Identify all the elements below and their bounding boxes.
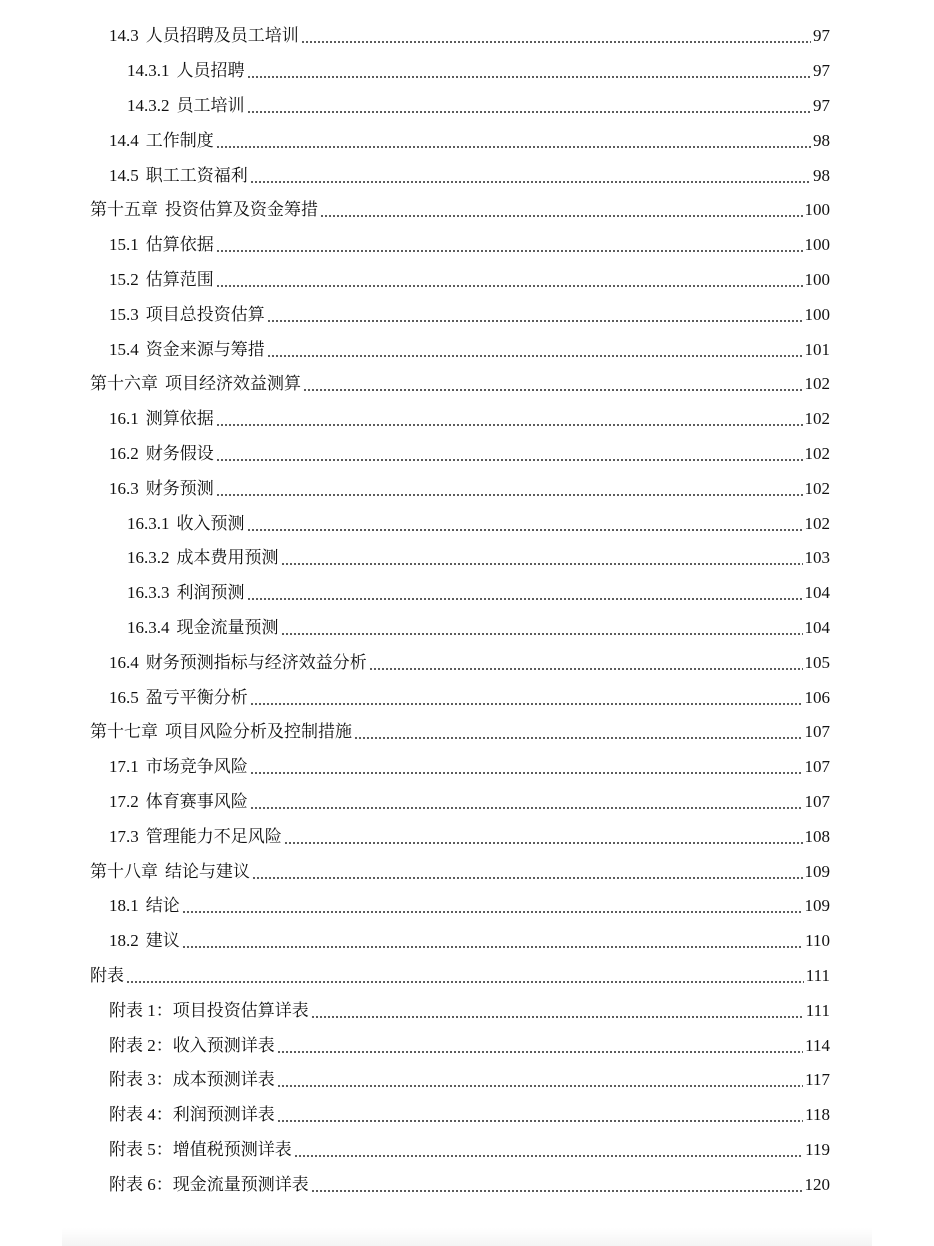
toc-entry-page-number: 102 [804, 374, 830, 394]
dot-leader [216, 424, 803, 426]
toc-entry-page-number: 117 [805, 1070, 830, 1090]
toc-entry-text: 估算范围 [145, 269, 214, 289]
toc-entry-text: 利润预测 [176, 583, 245, 603]
toc-entry[interactable] [0, 576, 830, 611]
toc-entry[interactable] [0, 993, 830, 1028]
toc-entry-text: 人员招聘及员工培训 [145, 26, 299, 46]
toc-entry-page-number: 110 [805, 931, 830, 951]
toc-entry-title [109, 757, 248, 777]
toc-entry-number: 14.4 [109, 130, 139, 150]
toc-entry[interactable] [0, 645, 830, 680]
toc-entry-text: 附表 1：项目投资估算详表 [109, 1000, 309, 1020]
dot-leader [250, 807, 803, 809]
toc-entry-page-number: 106 [804, 687, 830, 707]
toc-entry[interactable] [0, 193, 830, 228]
toc-entry-title [109, 479, 214, 499]
dot-leader [250, 772, 803, 774]
toc-entry[interactable] [0, 158, 830, 193]
toc-entry-number: 14.3.1 [127, 61, 170, 81]
dot-leader [216, 146, 811, 148]
dot-leader [250, 181, 811, 183]
toc-entry-text: 投资估算及资金筹措 [165, 200, 318, 220]
toc-entry-number: 18.2 [109, 931, 139, 951]
toc-entry-text: 资金来源与筹措 [145, 339, 265, 359]
toc-entry-text: 估算依据 [145, 235, 214, 255]
toc-entry-number: 16.5 [109, 687, 139, 707]
toc-entry-title [90, 200, 318, 220]
toc-entry-title [90, 722, 352, 742]
toc-entry-title [90, 862, 250, 882]
toc-entry-page-number: 108 [804, 826, 830, 846]
toc-entry-title [109, 444, 214, 464]
toc-entry-page-number: 100 [804, 304, 830, 324]
toc-entry-number: 第十五章 [90, 200, 158, 220]
toc-entry-page-number: 100 [804, 269, 830, 289]
toc-entry-number: 14.3 [109, 26, 139, 46]
toc-entry-page-number: 98 [813, 165, 830, 185]
toc-entry-page-number: 102 [804, 409, 830, 429]
toc-entry[interactable] [0, 1133, 830, 1168]
toc-entry-text: 财务预测指标与经济效益分析 [145, 652, 367, 672]
toc-entry-page-number: 101 [804, 339, 830, 359]
toc-entry-text: 市场竞争风险 [145, 757, 248, 777]
toc-entry[interactable] [0, 889, 830, 924]
toc-entry-page-number: 97 [813, 61, 830, 81]
toc-entry-text: 附表 3：成本预测详表 [109, 1070, 275, 1090]
toc-entry-number: 18.1 [109, 896, 139, 916]
toc-entry-number: 第十八章 [90, 861, 158, 881]
dot-leader [369, 668, 803, 670]
toc-entry-number: 16.3.2 [127, 548, 170, 568]
toc-entry-number: 第十六章 [90, 374, 158, 394]
toc-entry-page-number: 109 [804, 896, 830, 916]
toc-entry-title [109, 340, 265, 360]
toc-entry-number: 16.3 [109, 478, 139, 498]
toc-entry[interactable] [0, 263, 830, 298]
toc-entry-title [127, 583, 245, 603]
toc-entry-title [109, 1175, 309, 1195]
toc-entry-title [127, 548, 279, 568]
toc-entry[interactable] [0, 19, 830, 54]
toc-entry-page-number: 107 [804, 757, 830, 777]
toc-entry-text: 测算依据 [145, 409, 214, 429]
toc-entry[interactable] [0, 123, 830, 158]
toc-entry-text: 员工培训 [176, 95, 245, 115]
toc-entry[interactable] [0, 541, 830, 576]
toc-entry-page-number: 97 [813, 26, 830, 46]
toc-entry-text: 项目经济效益测算 [165, 374, 301, 394]
dot-leader [354, 737, 803, 739]
toc-entry-number: 16.3.3 [127, 583, 170, 603]
toc-entry-page-number: 114 [805, 1035, 830, 1055]
toc-entry[interactable] [0, 680, 830, 715]
toc-entry-text: 附表 [90, 965, 124, 985]
dot-leader [301, 41, 811, 43]
toc-entry[interactable] [0, 785, 830, 820]
toc-entry-number: 16.1 [109, 409, 139, 429]
toc-entry-text: 结论与建议 [165, 861, 250, 881]
dot-leader [250, 703, 803, 705]
dot-leader [247, 111, 812, 113]
dot-leader [320, 215, 803, 217]
toc-entry-number: 17.3 [109, 826, 139, 846]
toc-entry-text: 财务假设 [145, 443, 214, 463]
dot-leader [303, 389, 803, 391]
dot-leader [267, 355, 803, 357]
toc-entry-title [109, 1036, 275, 1056]
toc-entry-title [109, 26, 299, 46]
toc-entry-title [109, 1105, 275, 1125]
toc-entry-page-number: 111 [805, 1000, 830, 1020]
dot-leader [267, 320, 803, 322]
dot-leader [182, 911, 803, 913]
dot-leader [216, 285, 803, 287]
toc-entry-number: 15.1 [109, 235, 139, 255]
toc-entry-text: 收入预测 [176, 513, 245, 533]
toc-entry[interactable] [0, 332, 830, 367]
toc-entry-text: 盈亏平衡分析 [145, 687, 248, 707]
toc-entry-page-number: 105 [804, 652, 830, 672]
toc-entry-title [109, 409, 214, 429]
dot-leader [277, 1120, 803, 1122]
toc-entry[interactable] [0, 1167, 830, 1202]
toc-entry-number: 14.3.2 [127, 95, 170, 115]
toc-entry-title [127, 96, 245, 116]
toc-entry[interactable] [0, 715, 830, 750]
toc-entry-text: 职工工资福利 [145, 165, 248, 185]
toc-entry-page-number: 102 [804, 478, 830, 498]
toc-entry-number: 15.2 [109, 269, 139, 289]
dot-leader [247, 598, 803, 600]
toc-entry-title [109, 305, 265, 325]
toc-entry-page-number: 97 [813, 95, 830, 115]
toc-entry[interactable] [0, 367, 830, 402]
toc-entry-number: 15.4 [109, 339, 139, 359]
toc-entry-title [109, 235, 214, 255]
toc-entry[interactable] [0, 854, 830, 889]
toc-entry-page-number: 100 [804, 235, 830, 255]
toc-entry-page-number: 119 [805, 1139, 830, 1159]
toc-entry-title [109, 688, 248, 708]
toc-entry[interactable] [0, 1098, 830, 1133]
toc-entry-title [109, 827, 282, 847]
toc-entry-number: 17.1 [109, 757, 139, 777]
toc-entry-title [109, 653, 367, 673]
toc-entry[interactable] [0, 1028, 830, 1063]
toc-entry-page-number: 118 [805, 1105, 830, 1125]
toc-entry[interactable] [0, 228, 830, 263]
toc-entry-page-number: 120 [804, 1174, 830, 1194]
dot-leader [247, 76, 812, 78]
toc-entry[interactable] [0, 297, 830, 332]
toc-entry-page-number: 107 [804, 791, 830, 811]
toc-entry-page-number: 102 [804, 513, 830, 533]
toc-entry-title [127, 514, 245, 534]
dot-leader [216, 459, 803, 461]
toc-entry-text: 建议 [145, 931, 180, 951]
toc-entry-text: 成本费用预测 [176, 548, 279, 568]
toc-entry-text: 附表 6：现金流量预测详表 [109, 1174, 309, 1194]
toc-entry-text: 结论 [145, 896, 180, 916]
dot-leader [182, 946, 803, 948]
toc-entry[interactable] [0, 611, 830, 646]
toc-entry-number: 17.2 [109, 791, 139, 811]
toc-entry-page-number: 104 [804, 617, 830, 637]
table-of-contents [0, 19, 934, 1202]
toc-entry-title [109, 1140, 292, 1160]
toc-entry-text: 附表 2：收入预测详表 [109, 1035, 275, 1055]
toc-entry[interactable] [0, 959, 830, 994]
dot-leader [311, 1016, 804, 1018]
dot-leader [247, 529, 803, 531]
toc-entry-text: 工作制度 [145, 130, 214, 150]
page-bottom-edge [62, 1228, 872, 1246]
toc-entry-number: 第十七章 [90, 722, 158, 742]
toc-entry-title [127, 618, 279, 638]
dot-leader [284, 842, 803, 844]
toc-entry-text: 项目风险分析及控制措施 [165, 722, 352, 742]
toc-entry-text: 体育赛事风险 [145, 791, 248, 811]
dot-leader [311, 1190, 803, 1192]
toc-entry-page-number: 100 [804, 200, 830, 220]
toc-entry[interactable] [0, 924, 830, 959]
toc-entry-number: 16.3.1 [127, 513, 170, 533]
toc-entry-page-number: 104 [804, 583, 830, 603]
dot-leader [252, 877, 803, 879]
toc-entry-title [109, 131, 214, 151]
toc-entry[interactable] [0, 402, 830, 437]
toc-entry-page-number: 98 [813, 130, 830, 150]
toc-entry-title [109, 270, 214, 290]
toc-entry[interactable] [0, 54, 830, 89]
toc-entry-text: 财务预测 [145, 478, 214, 498]
toc-entry-title [109, 896, 180, 916]
toc-entry-title [127, 61, 245, 81]
toc-entry-title [109, 1070, 275, 1090]
dot-leader [281, 563, 803, 565]
dot-leader [281, 633, 803, 635]
toc-entry[interactable] [0, 89, 830, 124]
toc-entry[interactable] [0, 471, 830, 506]
dot-leader [216, 494, 803, 496]
toc-entry-text: 管理能力不足风险 [145, 826, 282, 846]
toc-entry-number: 16.4 [109, 652, 139, 672]
toc-entry-page-number: 102 [804, 443, 830, 463]
toc-entry-number: 14.5 [109, 165, 139, 185]
toc-entry-title [109, 1001, 309, 1021]
toc-entry[interactable] [0, 819, 830, 854]
toc-entry-number: 15.3 [109, 304, 139, 324]
toc-entry-number: 16.3.4 [127, 617, 170, 637]
toc-entry-text: 附表 5：增值税预测详表 [109, 1139, 292, 1159]
toc-entry-title [109, 931, 180, 951]
toc-entry-page-number: 109 [804, 861, 830, 881]
toc-entry-text: 项目总投资估算 [145, 304, 265, 324]
toc-entry[interactable] [0, 1063, 830, 1098]
dot-leader [294, 1155, 803, 1157]
toc-entry-title [90, 966, 124, 986]
toc-entry[interactable] [0, 506, 830, 541]
toc-entry[interactable] [0, 750, 830, 785]
dot-leader [277, 1051, 803, 1053]
toc-entry-page-number: 111 [805, 965, 830, 985]
toc-entry-page-number: 107 [804, 722, 830, 742]
dot-leader [277, 1085, 803, 1087]
toc-entry-title [109, 792, 248, 812]
toc-entry-title [109, 166, 248, 186]
toc-entry[interactable] [0, 437, 830, 472]
toc-entry-text: 人员招聘 [176, 61, 245, 81]
dot-leader [126, 981, 804, 983]
toc-entry-number: 16.2 [109, 443, 139, 463]
toc-entry-page-number: 103 [804, 548, 830, 568]
toc-entry-text: 附表 4：利润预测详表 [109, 1105, 275, 1125]
toc-entry-text: 现金流量预测 [176, 617, 279, 637]
toc-entry-title [90, 374, 301, 394]
dot-leader [216, 250, 803, 252]
